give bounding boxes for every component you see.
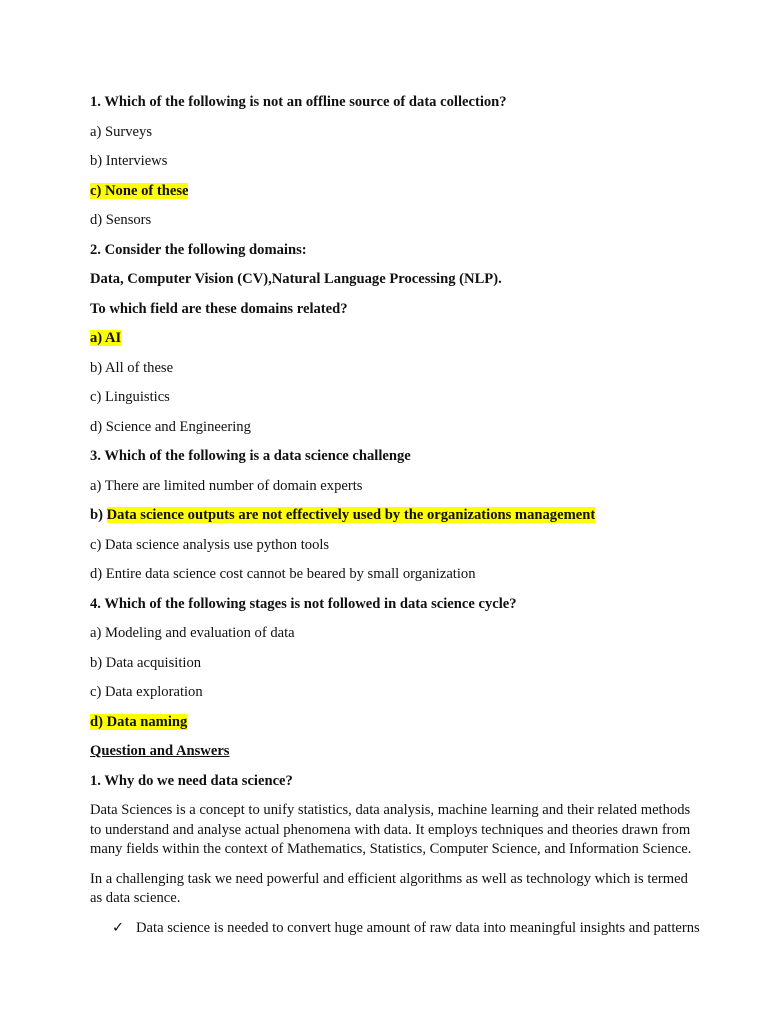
section-title: Question and Answers [90, 743, 230, 759]
qa-question-1: 1. Why do we need data science? [90, 772, 293, 789]
document-page [90, 88, 700, 938]
mcq-question-3: 3. Which of the following is a data science challenge [90, 448, 411, 464]
qa-paragraph-2: In a challenging task we need powerful and efficient algorithms as well as technology which is termed as data science. [90, 870, 688, 906]
mcq-2-option-b: b) All of these [90, 359, 174, 376]
mcq-1-option-d: d) Sensors [90, 212, 152, 228]
mcq-2-option-d: d) Science and Engineering [90, 418, 251, 435]
mcq-3-option-a: a) There are limited number of domain experts [90, 477, 363, 494]
checkmark-icon: ✓ [112, 919, 125, 936]
mcq-2-option-a-answer: a) AI [90, 330, 122, 346]
mcq-question-2: 2. Consider the following domains: [90, 241, 307, 258]
mcq-1-option-b: b) Interviews [90, 153, 168, 169]
qa-bullet-1 [112, 919, 700, 939]
mcq-4-option-c: c) Data exploration [90, 684, 203, 700]
qa-paragraph-1: Data Sciences is a concept to unify statistics, data analysis, machine learning and their related methods to understand and analyse actual phenomena with data. It employs techniques and theories drawn from many fields within the context of Mathematics, Statistics, Computer Science, and Information Science. [90, 802, 692, 857]
mcq-2-prompt: To which field are these domains related? [90, 300, 348, 317]
mcq-1-option-c-answer: c) None of these [90, 182, 189, 199]
mcq-4-option-d-answer: d) Data naming [90, 713, 188, 730]
mcq-3-option-b-answer: Data science outputs are not effectively used by the organizations management [106, 507, 596, 523]
mcq-2-domains: Data, Computer Vision (CV),Natural Language Processing (NLP). [90, 271, 502, 287]
qa-bullet-text: Data science is needed to convert huge amount of raw data into meaningful insights and patterns [136, 919, 700, 936]
mcq-1-option-a: a) Surveys [90, 123, 153, 140]
mcq-3-option-c: c) Data science analysis use python tools [90, 536, 330, 553]
mcq-2-option-c: c) Linguistics [90, 389, 170, 405]
mcq-3-option-d: d) Entire data science cost cannot be beared by small organization [90, 566, 476, 582]
mcq-4-option-b: b) Data acquisition [90, 654, 202, 671]
mcq-4-option-a: a) Modeling and evaluation of data [90, 625, 295, 641]
mcq-question-1: 1. Which of the following is not an offline source of data collection? [90, 94, 507, 110]
mcq-question-4: 4. Which of the following stages is not followed in data science cycle? [90, 595, 517, 612]
mcq-3-option-b-prefix: b) [90, 507, 107, 523]
